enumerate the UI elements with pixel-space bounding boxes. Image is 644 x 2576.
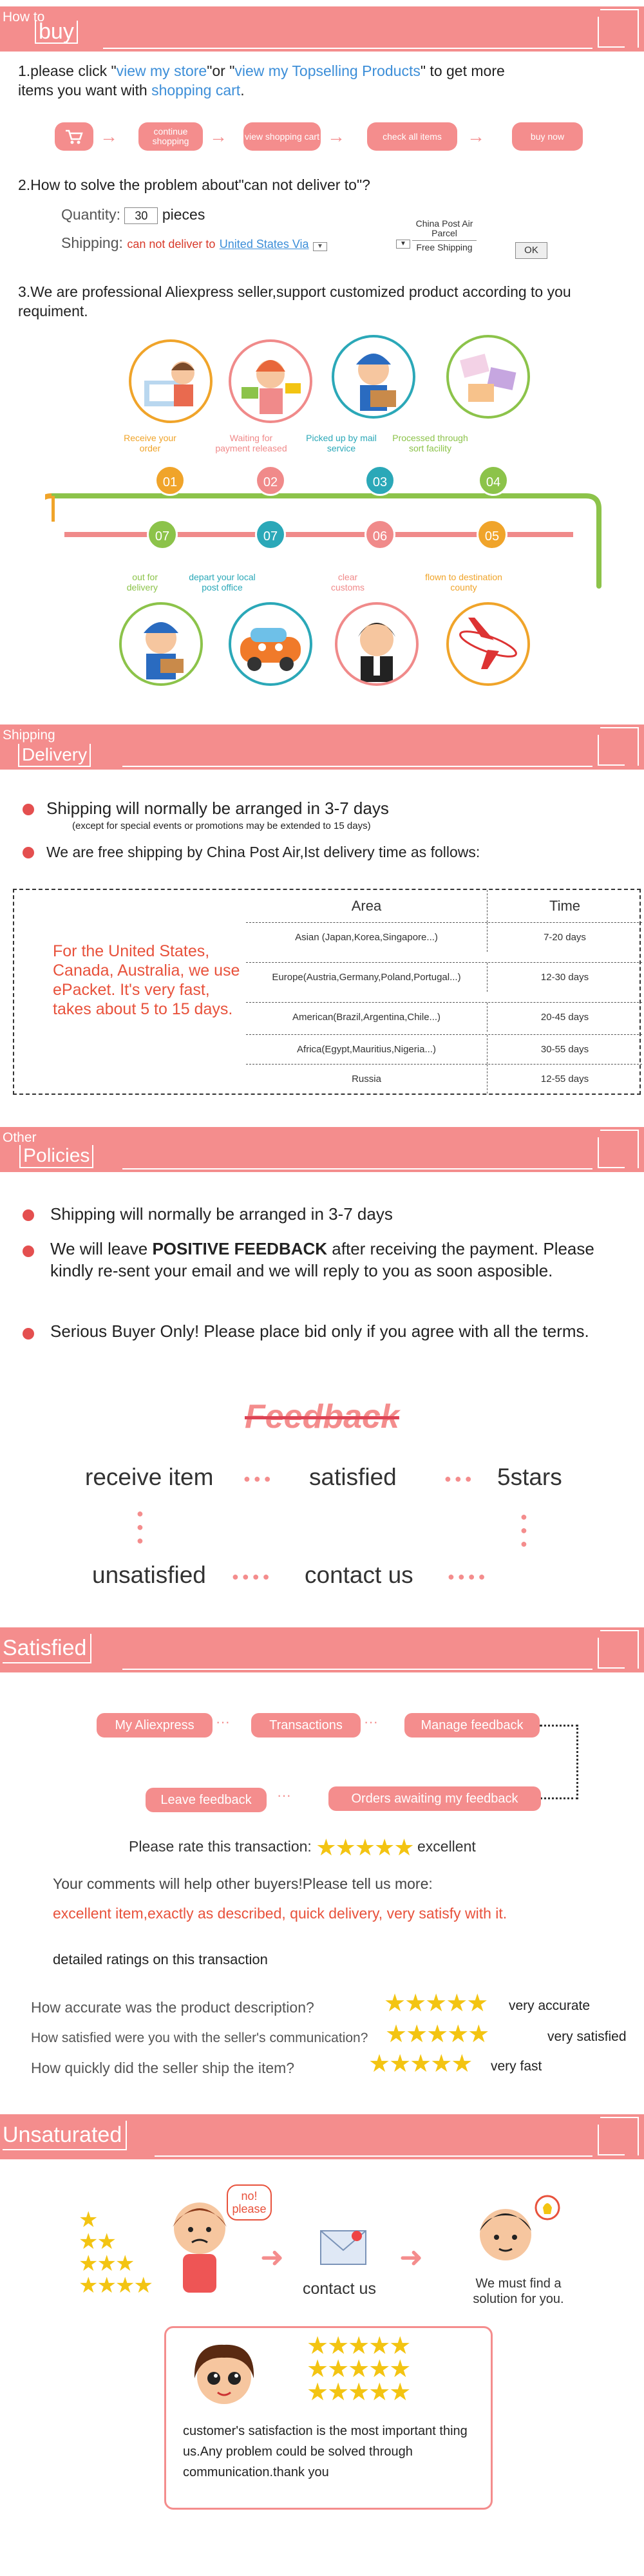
shipping-bullet-2: We are free shipping by China Post Air,Ist delivery time as follows: <box>46 844 480 860</box>
arrow-icon: ➜ <box>260 2242 284 2273</box>
process-connector <box>52 496 55 522</box>
my-aliexpress-button[interactable]: My Aliexpress <box>97 1713 213 1738</box>
bullet-icon <box>23 804 34 815</box>
feedback-unsatisfied: unsatisfied <box>92 1562 206 1588</box>
arrow-icon: ··· <box>277 1787 291 1803</box>
paw-icon: ● ● ● <box>137 1507 144 1547</box>
process-number-05: 05 <box>477 519 507 550</box>
happy-girl-image <box>185 2337 263 2408</box>
process-label-07-delivery: out for delivery <box>126 572 158 592</box>
arrow-icon: → <box>467 126 485 146</box>
solution-text: We must find a solution for you. <box>473 2277 564 2306</box>
policies-header-big: Policies <box>19 1145 93 1168</box>
quantity-input[interactable]: 30 <box>124 207 158 224</box>
howto-header <box>0 6 644 52</box>
policies-header-small: Other <box>3 1130 37 1145</box>
orders-awaiting-button[interactable]: Orders awaiting my feedback <box>328 1786 541 1811</box>
satisfied-header <box>0 1627 644 1672</box>
shipping-country-select[interactable]: United States Via <box>219 238 309 251</box>
comment-examples: excellent item,exactly as described, quick delivery, very satisfy with it. <box>53 1905 507 1922</box>
paw-icon: ● ● ● <box>243 1472 271 1485</box>
arrow-icon: → <box>209 126 227 146</box>
process-number-01: 01 <box>155 465 185 496</box>
continue-shopping-button[interactable]: continue shopping <box>138 122 203 151</box>
satisfied-header-title: Satisfied <box>3 1634 91 1663</box>
paw-icon: ● ● ● <box>444 1472 472 1485</box>
table-row: Russia 12-55 days <box>246 1064 642 1094</box>
cart-icon[interactable] <box>55 122 93 151</box>
payment-image <box>229 339 312 423</box>
table-header-row <box>246 890 642 922</box>
speech-bubble: no! please <box>227 2184 272 2221</box>
header-decoration <box>598 1137 625 1168</box>
process-label-07-post: depart your local post office <box>189 572 256 592</box>
bullet-icon <box>23 1328 34 1340</box>
shipping-bullet-1: Shipping will normally be arranged in 3-7 days <box>46 799 389 818</box>
policy-2: We will leave POSITIVE FEEDBACK after receiving the payment. Please kindly re-sent your email and we will reply to you as soon asposible. <box>50 1239 594 1280</box>
process-label-05: flown to destination county <box>425 572 502 592</box>
process-label-06: clear customs <box>330 572 365 592</box>
contact-us-label[interactable]: contact us <box>303 2280 376 2298</box>
howto-header-small: How to <box>3 10 45 24</box>
process-number-06: 06 <box>365 519 395 550</box>
buy-now-button[interactable]: buy now <box>512 122 583 151</box>
step1-text: 1.please click "view my store"or "view my Topselling Products" to get more items you want with shopping cart. <box>18 62 505 99</box>
header-divider <box>122 766 592 767</box>
rating-stars[interactable]: ★★★★★ <box>385 2021 489 2048</box>
delivery-image <box>119 602 203 686</box>
shipping-row: Shipping: can not deliver to United States Via ▼ <box>61 234 327 252</box>
answer-shipping: very fast <box>491 2059 542 2074</box>
policy-3: Serious Buyer Only! Please place bid only if you agree with all the terms. <box>50 1321 589 1341</box>
process-number-07-post: 07 <box>255 519 286 550</box>
quantity-row: Quantity: 30 pieces <box>61 206 205 223</box>
rating-stars[interactable]: ★★★★★ <box>316 1834 413 1861</box>
feedback-satisfied: satisfied <box>309 1464 397 1490</box>
dropdown-icon[interactable]: ▼ <box>313 242 327 251</box>
customs-image <box>335 602 419 686</box>
shopping-cart-link[interactable]: shopping cart <box>151 82 241 99</box>
airplane-image <box>446 602 530 686</box>
unsaturated-header-title: Unsaturated <box>3 2121 127 2150</box>
bullet-icon <box>23 1209 34 1221</box>
arrow-icon: ··· <box>364 1714 378 1730</box>
paw-icon: ● ● ● <box>520 1510 527 1550</box>
step3-text: 3.We are professional Aliexpress seller,support customized product according to you requiment. <box>18 283 571 319</box>
detailed-ratings-title: detailed ratings on this transaction <box>53 1951 268 1967</box>
table-row: American(Brazil,Argentina,Chile...) 20-45 days <box>246 1002 642 1032</box>
arrow-icon: → <box>100 126 118 146</box>
shipping-header-small: Shipping <box>3 728 55 743</box>
receive-order-image <box>129 339 213 423</box>
process-number-04: 04 <box>478 465 509 496</box>
table-row: Africa(Egypt,Mauritius,Nigeria...) 30-55 days <box>246 1034 642 1064</box>
process-label-02: Waiting for payment released <box>215 433 287 453</box>
table-row: Asian (Japan,Korea,Singapore...) 7-20 days <box>246 922 642 952</box>
header-decoration <box>598 2125 625 2155</box>
flow-connector <box>540 1725 578 1799</box>
check-items-button[interactable]: check all items <box>367 122 457 151</box>
satisfaction-card <box>164 2326 493 2510</box>
header-divider <box>122 1168 592 1170</box>
shipping-bullet-1-note: (except for special events or promotions may be extended to 15 days) <box>72 820 371 831</box>
feedback-title: Feedback <box>245 1398 399 1435</box>
process-label-03: Picked up by mail service <box>306 433 377 453</box>
arrow-icon: ··· <box>216 1714 230 1730</box>
rating-stars[interactable]: ★★★★★ <box>368 2050 472 2078</box>
header-decoration <box>598 1638 625 1669</box>
epacket-note: For the United States, Canada, Australia, we use ePacket. It's very fast, takes about 5 to 15 days. <box>53 942 240 1018</box>
leave-feedback-button[interactable]: Leave feedback <box>146 1788 267 1812</box>
view-cart-button[interactable]: view shopping cart <box>243 122 321 151</box>
col-time-header: Time <box>549 898 581 914</box>
shipping-method-select[interactable]: China Post Air Parcel Free Shipping <box>412 219 477 252</box>
ok-button[interactable]: OK <box>515 242 547 259</box>
paw-icon: ● ● ● ● <box>232 1570 270 1583</box>
rate-row: Please rate this transaction: ★★★★★ excellent <box>129 1834 476 1861</box>
card-stars: ★★★★★ <box>307 2333 410 2360</box>
bullet-icon <box>23 847 34 858</box>
header-divider <box>103 48 592 49</box>
bullet-icon <box>23 1245 34 1257</box>
shipping-table <box>13 889 641 1095</box>
rating-stars[interactable]: ★★★★★ <box>384 1990 488 2017</box>
arrow-icon: ➜ <box>399 2242 423 2273</box>
view-store-link[interactable]: view my store <box>116 62 207 79</box>
star-pyramid-icon: ★ ★★ ★★★ ★★★★ <box>79 2208 152 2298</box>
thinking-boy-image <box>467 2190 564 2273</box>
howto-header-big: buy <box>35 21 78 44</box>
process-label-04: Processed through sort facility <box>392 433 468 453</box>
process-number-07-delivery: 07 <box>147 519 178 550</box>
manage-feedback-button[interactable]: Manage feedback <box>404 1713 540 1738</box>
envelope-icon <box>314 2222 372 2273</box>
sort-facility-image <box>446 335 530 419</box>
header-divider <box>155 2155 592 2157</box>
dropdown-icon[interactable]: ▼ <box>396 240 410 249</box>
feedback-5stars: 5stars <box>497 1464 562 1490</box>
post-office-image <box>229 602 312 686</box>
paw-icon: ● ● ● ● <box>448 1570 486 1583</box>
table-row: Europe(Austria,Germany,Poland,Portugal...) 12-30 days <box>246 962 642 992</box>
transactions-button[interactable]: Transactions <box>251 1713 361 1738</box>
top-selling-link[interactable]: view my Topselling Products <box>234 62 421 79</box>
card-stars: ★★★★★ <box>307 2379 410 2406</box>
comments-prompt: Your comments will help other buyers!Please tell us more: <box>53 1875 433 1892</box>
policy-1: Shipping will normally be arranged in 3-7 days <box>50 1204 393 1224</box>
unsaturated-header <box>0 2114 644 2159</box>
mail-service-image <box>332 335 415 419</box>
process-label-01: Receive your order <box>124 433 176 453</box>
card-text: customer's satisfaction is the most important thing us.Any problem could be solved through communication.thank you <box>183 2424 468 2479</box>
feedback-contact: contact us <box>305 1562 413 1588</box>
header-decoration <box>598 735 625 766</box>
question-shipping: How quickly did the seller ship the item? <box>31 2060 295 2076</box>
shipping-header-big: Delivery <box>18 744 91 767</box>
card-stars: ★★★★★ <box>307 2356 410 2383</box>
feedback-receive: receive item <box>85 1464 214 1490</box>
shipping-header <box>0 724 644 770</box>
step2-text: 2.How to solve the problem about"can not deliver to"? <box>18 176 370 193</box>
process-number-02: 02 <box>255 465 286 496</box>
answer-communication: very satisfied <box>547 2029 627 2044</box>
header-divider <box>122 1669 592 1670</box>
policies-header <box>0 1127 644 1172</box>
header-decoration <box>598 17 625 48</box>
question-accuracy: How accurate was the product description? <box>31 1999 314 2016</box>
question-communication: How satisfied were you with the seller's communication? <box>31 2031 368 2045</box>
arrow-icon: → <box>327 126 345 146</box>
col-area-header: Area <box>246 890 488 922</box>
process-number-03: 03 <box>365 465 395 496</box>
answer-accuracy: very accurate <box>509 1998 591 2013</box>
